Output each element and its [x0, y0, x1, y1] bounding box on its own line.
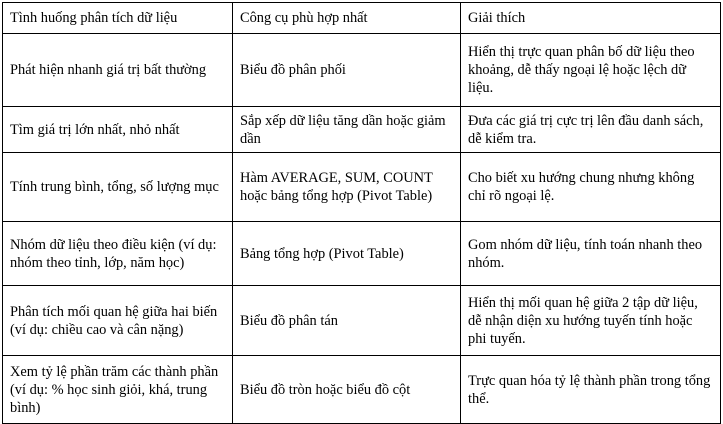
cell-tool: Bảng tổng hợp (Pivot Table) [233, 222, 461, 286]
cell-situation: Tính trung bình, tổng, số lượng mục [3, 153, 233, 222]
cell-situation: Phân tích mối quan hệ giữa hai biến (ví dụ: chiều cao và cân nặng) [3, 286, 233, 356]
cell-tool: Biểu đồ phân phối [233, 34, 461, 107]
header-situation: Tình huống phân tích dữ liệu [3, 3, 233, 34]
table-row [3, 286, 721, 356]
cell-explanation: Cho biết xu hướng chung nhưng không chỉ rõ ngoại lệ. [461, 153, 721, 222]
cell-situation: Tìm giá trị lớn nhất, nhỏ nhất [3, 107, 233, 153]
cell-tool: Sắp xếp dữ liệu tăng dần hoặc giảm dần [233, 107, 461, 153]
cell-explanation: Hiển thị mối quan hệ giữa 2 tập dữ liệu, dễ nhận diện xu hướng tuyến tính hoặc phi tuyến. [461, 286, 721, 356]
table-row [3, 222, 721, 286]
cell-explanation: Gom nhóm dữ liệu, tính toán nhanh theo nhóm. [461, 222, 721, 286]
table-header-row [3, 3, 721, 34]
cell-situation: Xem tỷ lệ phần trăm các thành phần (ví dụ: % học sinh giỏi, khá, trung bình) [3, 356, 233, 424]
cell-situation: Nhóm dữ liệu theo điều kiện (ví dụ: nhóm theo tỉnh, lớp, năm học) [3, 222, 233, 286]
header-tool: Công cụ phù hợp nhất [233, 3, 461, 34]
cell-tool: Hàm AVERAGE, SUM, COUNT hoặc bảng tổng hợp (Pivot Table) [233, 153, 461, 222]
cell-situation: Phát hiện nhanh giá trị bất thường [3, 34, 233, 107]
table-row [3, 153, 721, 222]
table-row [3, 107, 721, 153]
cell-explanation: Hiển thị trực quan phân bố dữ liệu theo khoảng, dễ thấy ngoại lệ hoặc lệch dữ liệu. [461, 34, 721, 107]
header-explanation: Giải thích [461, 3, 721, 34]
cell-explanation: Trực quan hóa tỷ lệ thành phần trong tổng thể. [461, 356, 721, 424]
table-row [3, 356, 721, 424]
analysis-tools-table [2, 2, 721, 424]
table-row [3, 34, 721, 107]
cell-tool: Biểu đồ tròn hoặc biểu đồ cột [233, 356, 461, 424]
cell-tool: Biểu đồ phân tán [233, 286, 461, 356]
cell-explanation: Đưa các giá trị cực trị lên đầu danh sách, dễ kiểm tra. [461, 107, 721, 153]
